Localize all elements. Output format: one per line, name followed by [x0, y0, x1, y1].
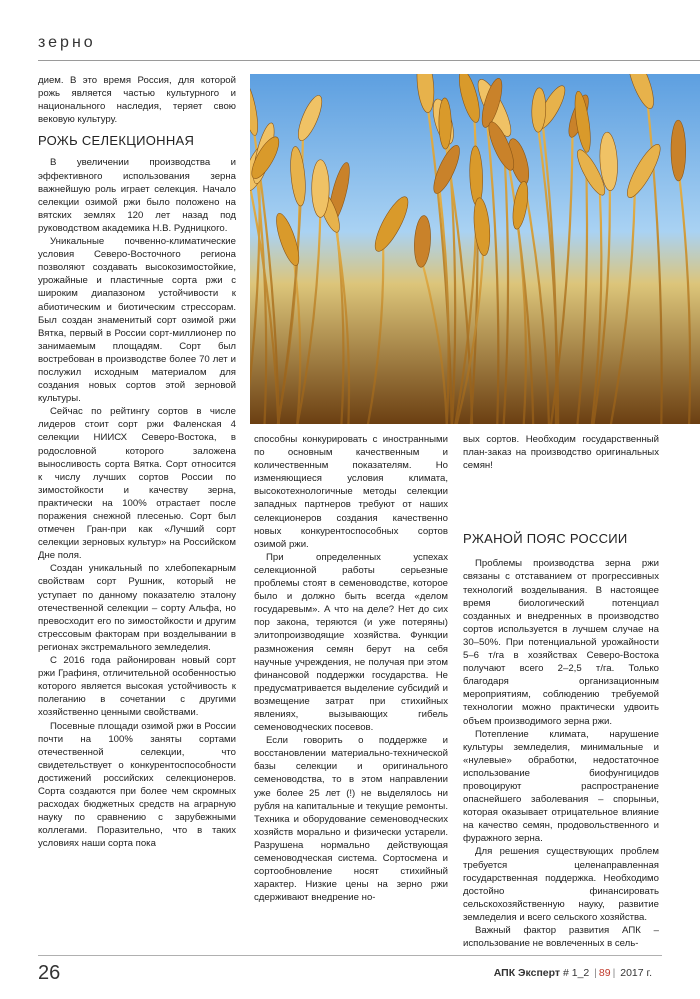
header-divider	[38, 60, 700, 61]
footer-magazine-info	[494, 967, 652, 979]
paragraph: С 2016 года районирован новый сорт ржи Графиня, отличительной особенностью которого является высокая устойчивость к полеганию в сочетании с другими хозяйственно ценными свойствами.	[38, 655, 236, 719]
paragraph: Потепление климата, нарушение культуры земледелия, минимальные и «нулевые» обработки, недостаточное использование биофунгицидов провоцируют распространение опаснейшего заболевания – спорыньи, которая оказывает отрицательное влияние на качество семян, продовольственного и фуражного зерна.	[463, 728, 659, 845]
separator: |	[612, 967, 616, 979]
paragraph: Для решения существующих проблем требуется целенаправленная государственная поддержка. Необходимо достойно финансировать сельскохозяйственную науку, развитие земледелия и всего сельского хозяйства.	[463, 846, 659, 923]
wheat-ear	[671, 120, 686, 181]
footer-divider	[38, 955, 662, 956]
separator: |	[594, 967, 597, 979]
page-number: 26	[38, 962, 61, 984]
column-3	[463, 433, 659, 950]
column-1	[38, 74, 236, 850]
page-header	[0, 0, 700, 70]
issue-number: # 1_2	[562, 967, 590, 979]
wheat-field-illustration	[250, 74, 700, 424]
section-heading-selection: РОЖЬ СЕЛЕКЦИОННАЯ	[38, 133, 195, 149]
paragraph: В увеличении производства и эффективного использования зерна важнейшую роль играет селекция. Начало селекции озимой ржи было положено на вятских землях 120 лет назад под руководством академика Н.В. Рудницкого.	[38, 157, 236, 234]
wheat-photo	[250, 74, 700, 424]
paragraph: Посевные площади озимой ржи в России почти на 100% заняты сортами отечественной селекции, что свидетельствует о конкурентоспособности достижений российских селекционеров. Сорта создаются при более чем скромных расходах бюджетных средств на аграрную науку по сравнению с зарубежными коллегами. Поразительно, что в таких условиях наши сорта пока	[38, 720, 236, 850]
magazine-title: АПК Эксперт	[493, 967, 561, 979]
wheat-ear	[312, 160, 330, 218]
paragraph: При определенных успехах селекционной работы серьезные проблемы стоят в семеноводстве, которое было и должно быть всегда «делом государевым». А что на деле? Нет до сих пор закона, теряются (и уже потеряны) элитопроизводящие хозяйства. Функции размножения семян берут на себя научные учреждения, не получая при этом финансовой поддержки государства. Не предусматривается выделение субсидий и возмещение затрат при стихийных явлениях, вызывающих гибель семеноводческих посевов.	[254, 551, 448, 734]
issue-year: 2017 г.	[620, 967, 652, 979]
paragraph: Создан уникальный по хлебопекарным свойствам сорт Рушник, который не уступает по данному показателю эталону отечественной селекции – сорту Альфа, но превосходит его по зимостойкости и другим стрессовым факторам при возделывании в регионах экстремального земледелия.	[38, 563, 236, 653]
paragraph: Важный фактор развития АПК – использование не вовлеченных в сель-	[463, 925, 659, 950]
column-3-intro: вых сортов. Необходим государственный план-заказ на производство оригинальных семян!	[463, 434, 659, 472]
paragraph: Проблемы производства зерна ржи связаны с отставанием от прогрессивных технологий возделывания. В настоящее время биологический потенциал созданных и внедренных в производство сортов используется в лучшем случае на 30–50%. При потенциальной урожайности 5–6 т/га в хозяйствах Северо-Востока получают всего 2–2,5 т/га. Только благодаря организационным мероприятиям, соблюдению требуемой технологии можно практически удвоить объем производимого зерна ржи.	[463, 558, 659, 727]
paragraph: Если говорить о поддержке и восстановлении материально-технической базы селекции и оригинального семеноводства, то в этом направлении уже более 25 лет (!) не выделялось ни рубля на капитальные и текущие ремонты. Техника и оборудование семеноводческих хозяйств морально и физически устарели. Разрушена нормально действующая семеноводческая система. Сортосмена и сортообновление носят стихийный характер. Низкие цены на зерно ржи сдерживают внедрение но-	[254, 735, 448, 904]
column-1-intro: дием. В это время Россия, для которой рожь является частью культурного и национального наследия, теряет свою вековую культуру.	[38, 75, 236, 126]
paragraph: Сейчас по рейтингу сортов в числе лидеров стоит сорт ржи Фаленская 4 селекции НИИСХ Северо-Востока, в родословной которого заложена выносливость сорта Вятка. Сорт относится к числу лучших сортов России по зимостойкости и качеству зерна, практически на 100% отрастает после поражения снежной плесенью. Сорт был отмечен Гран-при как «Лучший сорт селекции зерновых культур» на Российском Дне поля.	[38, 406, 236, 562]
issue-total: 89	[598, 967, 611, 979]
section-tag: зерно	[38, 34, 96, 51]
paragraph: способны конкурировать с иностранными по основным качественным и количественным показателям. Но изменяющиеся условия климата, высокотехнологичные методы селекции западных партнеров требуют от наших селекционеров создания качественно новых конкурентоспособных сортов озимой ржи.	[254, 434, 448, 550]
section-heading-rye-belt: РЖАНОЙ ПОЯС РОССИИ	[463, 531, 628, 547]
column-2	[254, 433, 448, 904]
paragraph: Уникальные почвенно-климатические условия Северо-Восточного региона позволяют создавать высокозимостойкие, урожайные и пластичные сорта ржи с широким диапазоном устойчивости к абиотическим и биотическим стрессорам. Был создан знаменитый сорт озимой ржи Вятка, первый в России сорт-миллионер по занимаемым площадям. Сорт был востребован в производстве более 70 лет и послужил исходным материалом для создания новых сортов этой зерновой культуры.	[38, 236, 236, 405]
